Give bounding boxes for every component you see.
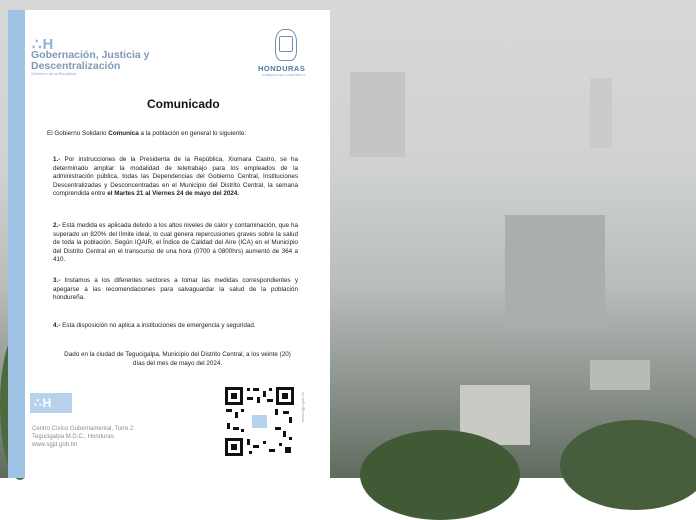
document-side-stripe bbox=[8, 10, 25, 478]
organization-subtitle: Gobierno de la República bbox=[31, 71, 77, 76]
honduras-logo-subtitle: GOBIERNO DE LA REPÚBLICA bbox=[262, 73, 306, 77]
building-tall-left bbox=[350, 72, 405, 157]
intro-bold: Comunica bbox=[108, 130, 139, 137]
point-number: 1.- bbox=[53, 156, 61, 163]
point-3 bbox=[53, 277, 298, 303]
gobernacion-logo-icon: ∴H bbox=[32, 36, 55, 53]
coat-of-arms-icon bbox=[279, 36, 293, 52]
qr-code bbox=[223, 385, 296, 458]
point-number: 2.- bbox=[53, 222, 61, 229]
point-text: Esta disposición no aplica a instituciones de emergencia y seguridad. bbox=[60, 322, 256, 329]
footer-address-line: Centro Cívico Gubernamental, Torre 2 bbox=[32, 426, 134, 432]
building-tall-right bbox=[590, 78, 612, 148]
point-4 bbox=[53, 322, 298, 331]
intro-post: a la población en general lo siguiente: bbox=[138, 130, 247, 137]
footer-logo bbox=[30, 393, 72, 413]
tree-foliage bbox=[560, 420, 696, 510]
building-low-right bbox=[590, 360, 650, 390]
point-number: 4.- bbox=[53, 322, 61, 329]
footer-address-line: Tegucigalpa M.D.C., Honduras. bbox=[32, 434, 116, 440]
point-text: Instamos a los diferentes sectores a tomar las medidas correspondientes y apegarse a las recomendaciones para salvaguardar la salud de la población hondureña. bbox=[53, 277, 298, 301]
footer-logo-icon: ∴H bbox=[34, 396, 53, 410]
tree-foliage bbox=[360, 430, 520, 520]
intro-paragraph bbox=[47, 130, 307, 139]
point-2 bbox=[53, 222, 298, 265]
point-number: 3.- bbox=[53, 277, 61, 284]
page-title: Comunicado bbox=[147, 97, 220, 111]
footer-address bbox=[32, 425, 133, 449]
closing-paragraph: Dado en la ciudad de Tegucigalpa, Municipio del Distrito Central, a los veinte (20) días del mes de mayo del 2024. bbox=[64, 351, 291, 367]
building-foreground-tower bbox=[505, 215, 605, 330]
intro-pre: El Gobierno Solidario bbox=[47, 130, 109, 137]
organization-name: Gobernación, Justicia y Descentralización bbox=[31, 49, 150, 72]
point-text: Por instrucciones de la Presidenta de la República, Xiomara Castro, se ha determinado ampliar la modalidad de teletrabajo para los empleados de la administración pública, todas las Dependencias del Gobierno Central, Instituciones Descentralizadas y Desconcentradas en el Municipio del Distrito Central, la semana comprendida entre bbox=[53, 156, 298, 197]
footer-website: www.sgjd.gob.hn bbox=[32, 442, 78, 448]
point-bold-end: el Martes 21 al Viernes 24 de mayo del 2024. bbox=[107, 190, 240, 197]
point-text: Está medida es aplicada debido a los altos niveles de calor y contaminación, que ha superado un 820% del límite ideal, lo cual genera repercusiones graves sobre la salud de toda la población. Según IQAIR, el Índice de Calidad del Aire (ICA) en el Municipio del Distrito Central en el transcurso de una hora (0700 a 0800hrs) aumentó de 364 a 410. bbox=[53, 222, 298, 263]
point-1 bbox=[53, 156, 298, 199]
honduras-logo-text: HONDURAS bbox=[258, 64, 306, 73]
qr-side-url: www.sgjd.gob.hn bbox=[300, 392, 305, 423]
